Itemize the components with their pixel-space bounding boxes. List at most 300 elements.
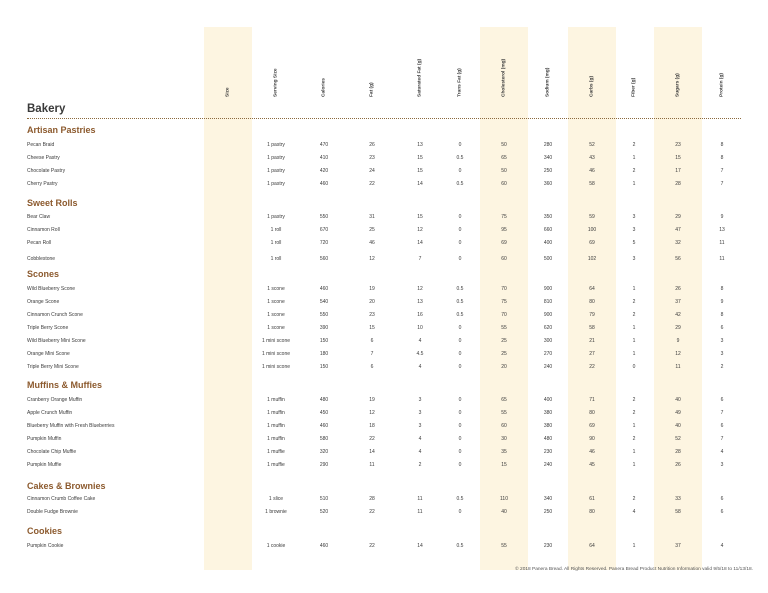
page-title: Bakery — [27, 103, 66, 115]
column-header-label: Sodium (mg) — [545, 67, 551, 97]
table-cell: 42 — [675, 312, 681, 318]
table-cell: 480 — [543, 436, 553, 442]
table-cell: 4 — [418, 364, 422, 370]
table-cell: 20 — [369, 299, 375, 305]
table-cell: 50 — [501, 168, 507, 174]
table-cell: 25 — [501, 338, 507, 344]
table-row — [0, 495, 768, 504]
table-cell: 0 — [458, 142, 462, 148]
table-row — [0, 448, 768, 457]
table-cell: 470 — [319, 142, 329, 148]
table-cell: 65 — [501, 397, 507, 403]
table-row — [0, 363, 768, 372]
item-name: Cherry Pastry — [27, 181, 58, 187]
table-cell: 7 — [370, 351, 374, 357]
table-cell: 46 — [589, 449, 595, 455]
table-cell: 43 — [589, 155, 595, 161]
table-cell: 0 — [458, 397, 462, 403]
table-cell: 4 — [418, 449, 422, 455]
table-cell: 340 — [543, 496, 553, 502]
table-cell: 19 — [369, 397, 375, 403]
table-cell: 45 — [589, 462, 595, 468]
table-cell: 7 — [720, 410, 724, 416]
table-row — [0, 226, 768, 235]
table-row — [0, 180, 768, 189]
item-name: Wild Blueberry Mini Scone — [27, 338, 86, 344]
table-cell: 26 — [369, 142, 375, 148]
table-cell: 320 — [319, 449, 329, 455]
table-cell: 0 — [458, 364, 462, 370]
table-cell: 540 — [319, 299, 329, 305]
table-row — [0, 396, 768, 405]
item-name: Pumpkin Cookie — [27, 543, 64, 549]
table-cell: 69 — [589, 423, 595, 429]
table-cell: 33 — [675, 496, 681, 502]
table-cell: 59 — [589, 214, 595, 220]
table-cell: 0 — [458, 436, 462, 442]
table-cell: 4 — [720, 449, 724, 455]
item-name: Pumpkin Muffin — [27, 436, 62, 442]
table-cell: 37 — [675, 299, 681, 305]
table-cell: 60 — [501, 181, 507, 187]
table-cell: 28 — [675, 181, 681, 187]
table-cell: 1 mini scone — [261, 338, 291, 344]
table-cell: 8 — [720, 286, 724, 292]
item-name: Apple Crunch Muffin — [27, 410, 73, 416]
table-cell: 0 — [458, 449, 462, 455]
title-divider — [27, 118, 741, 119]
section-title: Cakes & Brownies — [27, 481, 106, 491]
table-cell: 2 — [632, 142, 636, 148]
table-cell: 1 — [632, 325, 636, 331]
table-cell: 1 — [632, 543, 636, 549]
table-cell: 65 — [501, 155, 507, 161]
table-cell: 32 — [675, 240, 681, 246]
table-cell: 17 — [675, 168, 681, 174]
table-cell: 290 — [319, 462, 329, 468]
item-name: Triple Berry Scone — [27, 325, 69, 331]
table-cell: 150 — [319, 364, 329, 370]
table-cell: 450 — [319, 410, 329, 416]
table-cell: 12 — [417, 227, 423, 233]
table-cell: 11 — [369, 462, 375, 468]
table-cell: 390 — [319, 325, 329, 331]
table-cell: 900 — [543, 286, 553, 292]
table-cell: 14 — [369, 449, 375, 455]
table-row — [0, 461, 768, 470]
table-cell: 22 — [369, 436, 375, 442]
table-cell: 13 — [719, 227, 725, 233]
table-cell: 52 — [589, 142, 595, 148]
section-title: Cookies — [27, 526, 63, 536]
table-cell: 810 — [543, 299, 553, 305]
table-cell: 0.5 — [456, 286, 464, 292]
table-cell: 1 brownie — [265, 509, 287, 515]
table-cell: 400 — [543, 397, 553, 403]
table-row — [0, 154, 768, 163]
table-cell: 58 — [589, 325, 595, 331]
table-cell: 0 — [458, 214, 462, 220]
table-cell: 21 — [589, 338, 595, 344]
table-cell: 8 — [720, 312, 724, 318]
table-cell: 100 — [587, 227, 597, 233]
table-cell: 1 muffin — [267, 410, 285, 416]
table-cell: 24 — [369, 168, 375, 174]
table-cell: 1 scone — [267, 299, 285, 305]
table-cell: 4.5 — [416, 351, 424, 357]
table-cell: 1 pastry — [267, 168, 285, 174]
table-cell: 2 — [632, 299, 636, 305]
table-cell: 15 — [417, 155, 423, 161]
table-cell: 27 — [589, 351, 595, 357]
table-cell: 22 — [369, 509, 375, 515]
table-cell: 280 — [543, 142, 553, 148]
item-name: Cinnamon Crumb Coffee Cake — [27, 496, 96, 502]
table-cell: 50 — [501, 142, 507, 148]
table-cell: 70 — [501, 286, 507, 292]
table-cell: 79 — [589, 312, 595, 318]
table-cell: 25 — [369, 227, 375, 233]
table-row — [0, 213, 768, 222]
item-name: Orange Mini Scone — [27, 351, 70, 357]
column-header-label: Carbs (g) — [589, 75, 595, 97]
table-cell: 69 — [589, 240, 595, 246]
table-cell: 80 — [589, 299, 595, 305]
table-cell: 1 muffin — [267, 423, 285, 429]
table-cell: 61 — [589, 496, 595, 502]
table-cell: 13 — [417, 299, 423, 305]
table-cell: 1 muffie — [267, 449, 285, 455]
table-cell: 560 — [319, 256, 329, 262]
table-cell: 1 muffie — [267, 462, 285, 468]
table-cell: 102 — [587, 256, 597, 262]
table-cell: 19 — [369, 286, 375, 292]
table-cell: 5 — [632, 240, 636, 246]
table-cell: 23 — [369, 312, 375, 318]
table-cell: 3 — [418, 423, 422, 429]
table-cell: 69 — [501, 240, 507, 246]
table-cell: 250 — [543, 168, 553, 174]
table-cell: 0 — [458, 240, 462, 246]
table-cell: 0 — [458, 325, 462, 331]
table-cell: 460 — [319, 423, 329, 429]
column-header — [436, 16, 484, 102]
table-cell: 52 — [675, 436, 681, 442]
table-cell: 8 — [720, 142, 724, 148]
column-header-label: Fat (g) — [369, 82, 375, 97]
table-cell: 25 — [501, 351, 507, 357]
table-row — [0, 311, 768, 320]
table-cell: 2 — [632, 168, 636, 174]
table-cell: 11 — [675, 364, 681, 370]
table-cell: 75 — [501, 214, 507, 220]
column-header-label: Calories — [321, 78, 327, 97]
table-cell: 10 — [417, 325, 423, 331]
table-cell: 80 — [589, 509, 595, 515]
table-cell: 900 — [543, 312, 553, 318]
table-cell: 400 — [543, 240, 553, 246]
column-header-label: Fiber (g) — [631, 77, 637, 97]
table-cell: 0 — [458, 256, 462, 262]
table-cell: 0 — [458, 351, 462, 357]
table-cell: 1 — [632, 449, 636, 455]
section-title: Muffins & Muffies — [27, 380, 102, 390]
column-header — [348, 16, 396, 102]
table-cell: 40 — [675, 423, 681, 429]
table-cell: 1 — [632, 286, 636, 292]
table-cell: 1 — [632, 423, 636, 429]
table-cell: 13 — [417, 142, 423, 148]
item-name: Cinnamon Crunch Scone — [27, 312, 83, 318]
item-name: Cobblestone — [27, 256, 56, 262]
table-cell: 410 — [319, 155, 329, 161]
table-cell: 1 — [632, 155, 636, 161]
column-header-label: Cholesterol (mg) — [501, 58, 507, 97]
table-cell: 350 — [543, 214, 553, 220]
item-name: Triple Berry Mini Scone — [27, 364, 79, 370]
table-cell: 1 scone — [267, 286, 285, 292]
table-cell: 12 — [417, 286, 423, 292]
column-header — [568, 16, 616, 102]
table-cell: 12 — [369, 410, 375, 416]
item-name: Double Fudge Brownie — [27, 509, 78, 515]
column-header-label: Sugars (g) — [675, 73, 681, 97]
table-cell: 15 — [501, 462, 507, 468]
section-title: Sweet Rolls — [27, 198, 78, 208]
table-cell: 480 — [319, 397, 329, 403]
table-cell: 14 — [417, 543, 423, 549]
table-cell: 1 muffin — [267, 397, 285, 403]
table-cell: 4 — [632, 509, 636, 515]
copyright-footer: © 2018 Panera Bread. All Rights Reserved. Panera Bread Product Nutrition Information valid 9/5/18 to 11/13/18. — [515, 567, 753, 572]
item-name: Orange Scone — [27, 299, 60, 305]
table-cell: 4 — [418, 436, 422, 442]
table-cell: 6 — [370, 338, 374, 344]
table-cell: 15 — [675, 155, 681, 161]
table-cell: 0.5 — [456, 181, 464, 187]
column-header-label: Size — [225, 87, 231, 97]
table-cell: 110 — [500, 496, 508, 502]
table-cell: 1 roll — [270, 240, 282, 246]
table-cell: 3 — [418, 397, 422, 403]
table-cell: 20 — [501, 364, 507, 370]
table-cell: 0 — [458, 168, 462, 174]
table-cell: 1 cookie — [266, 543, 286, 549]
table-cell: 250 — [543, 509, 553, 515]
table-cell: 3 — [632, 227, 636, 233]
table-cell: 23 — [675, 142, 681, 148]
column-header-label: Serving Size — [273, 68, 279, 97]
table-cell: 460 — [319, 543, 329, 549]
table-cell: 460 — [319, 181, 329, 187]
table-cell: 95 — [501, 227, 507, 233]
table-row — [0, 141, 768, 150]
table-cell: 2 — [632, 410, 636, 416]
table-cell: 60 — [501, 256, 507, 262]
table-row — [0, 435, 768, 444]
table-cell: 2 — [632, 312, 636, 318]
table-cell: 18 — [369, 423, 375, 429]
table-cell: 22 — [369, 181, 375, 187]
item-name: Wild Blueberry Scone — [27, 286, 76, 292]
table-cell: 11 — [417, 509, 423, 515]
column-header-label: Trans Fat (g) — [457, 68, 463, 97]
table-cell: 71 — [589, 397, 595, 403]
table-cell: 240 — [543, 364, 553, 370]
table-cell: 340 — [543, 155, 553, 161]
table-cell: 0 — [458, 423, 462, 429]
table-cell: 15 — [369, 325, 375, 331]
table-cell: 520 — [319, 509, 329, 515]
table-cell: 380 — [543, 423, 553, 429]
table-cell: 1 pastry — [267, 155, 285, 161]
table-row — [0, 409, 768, 418]
table-cell: 6 — [720, 509, 724, 515]
table-cell: 6 — [370, 364, 374, 370]
table-row — [0, 285, 768, 294]
table-cell: 28 — [369, 496, 375, 502]
table-cell: 550 — [319, 312, 329, 318]
table-row — [0, 167, 768, 176]
column-header-label: Saturated Fat (g) — [417, 58, 423, 97]
table-cell: 1 muffin — [267, 436, 285, 442]
table-cell: 3 — [720, 462, 724, 468]
table-cell: 6 — [720, 496, 724, 502]
column-header — [654, 16, 702, 102]
table-cell: 14 — [417, 181, 423, 187]
table-cell: 55 — [501, 543, 507, 549]
table-cell: 7 — [418, 256, 422, 262]
table-cell: 150 — [319, 338, 329, 344]
table-cell: 500 — [543, 256, 553, 262]
table-cell: 64 — [589, 543, 595, 549]
table-row — [0, 324, 768, 333]
table-cell: 11 — [719, 240, 725, 246]
column-header — [610, 16, 658, 102]
item-name: Cheese Pastry — [27, 155, 60, 161]
table-cell: 29 — [675, 325, 681, 331]
table-row — [0, 422, 768, 431]
table-cell: 14 — [417, 240, 423, 246]
table-row — [0, 255, 768, 264]
table-cell: 55 — [501, 325, 507, 331]
table-cell: 46 — [369, 240, 375, 246]
table-row — [0, 542, 768, 551]
table-cell: 1 scone — [267, 312, 285, 318]
table-cell: 7 — [720, 436, 724, 442]
table-cell: 3 — [632, 256, 636, 262]
table-cell: 1 slice — [268, 496, 284, 502]
table-cell: 670 — [319, 227, 329, 233]
table-cell: 7 — [720, 181, 724, 187]
table-cell: 7 — [720, 168, 724, 174]
table-cell: 31 — [369, 214, 375, 220]
column-header — [698, 16, 746, 102]
table-cell: 380 — [543, 410, 553, 416]
column-header — [300, 16, 348, 102]
table-cell: 0 — [632, 364, 636, 370]
table-cell: 0 — [458, 462, 462, 468]
table-cell: 49 — [675, 410, 681, 416]
table-cell: 2 — [632, 397, 636, 403]
column-header — [252, 16, 300, 102]
table-cell: 2 — [632, 496, 636, 502]
table-cell: 3 — [632, 214, 636, 220]
table-cell: 30 — [501, 436, 507, 442]
table-cell: 35 — [501, 449, 507, 455]
table-cell: 80 — [589, 410, 595, 416]
table-cell: 26 — [675, 462, 681, 468]
item-name: Chocolate Pastry — [27, 168, 66, 174]
item-name: Chocolate Chip Muffie — [27, 449, 77, 455]
column-header — [480, 16, 528, 102]
table-cell: 37 — [675, 543, 681, 549]
table-cell: 46 — [589, 168, 595, 174]
table-cell: 58 — [589, 181, 595, 187]
table-cell: 4 — [418, 338, 422, 344]
table-cell: 1 pastry — [267, 181, 285, 187]
table-cell: 6 — [720, 397, 724, 403]
table-cell: 55 — [501, 410, 507, 416]
table-cell: 510 — [319, 496, 329, 502]
table-cell: 29 — [675, 214, 681, 220]
table-cell: 2 — [418, 462, 422, 468]
table-cell: 12 — [369, 256, 375, 262]
table-cell: 11 — [417, 496, 423, 502]
table-cell: 3 — [720, 351, 724, 357]
item-name: Cinnamon Roll — [27, 227, 60, 233]
table-cell: 1 roll — [270, 227, 282, 233]
table-cell: 2 — [632, 436, 636, 442]
table-cell: 9 — [720, 214, 724, 220]
table-cell: 12 — [675, 351, 681, 357]
column-header — [204, 16, 252, 102]
table-cell: 15 — [417, 168, 423, 174]
table-cell: 360 — [543, 181, 553, 187]
table-cell: 0 — [458, 338, 462, 344]
section-title: Artisan Pastries — [27, 125, 96, 135]
table-cell: 6 — [720, 423, 724, 429]
table-cell: 1 roll — [270, 256, 282, 262]
table-row — [0, 337, 768, 346]
table-cell: 16 — [417, 312, 423, 318]
table-cell: 180 — [319, 351, 329, 357]
item-name: Blueberry Muffin with Fresh Blueberries — [27, 423, 115, 429]
table-cell: 0 — [458, 410, 462, 416]
table-cell: 40 — [675, 397, 681, 403]
table-cell: 270 — [543, 351, 553, 357]
table-cell: 0.5 — [456, 312, 464, 318]
table-cell: 60 — [501, 423, 507, 429]
table-cell: 460 — [319, 286, 329, 292]
table-cell: 40 — [501, 509, 507, 515]
table-cell: 0 — [458, 227, 462, 233]
table-cell: 15 — [417, 214, 423, 220]
table-cell: 1 pastry — [267, 142, 285, 148]
table-cell: 660 — [543, 227, 553, 233]
section-title: Scones — [27, 269, 60, 279]
table-cell: 300 — [543, 338, 553, 344]
table-cell: 9 — [676, 338, 680, 344]
table-row — [0, 298, 768, 307]
item-name: Pecan Braid — [27, 142, 55, 148]
table-cell: 4 — [720, 543, 724, 549]
table-cell: 1 mini scone — [261, 351, 291, 357]
table-cell: 0.5 — [456, 543, 464, 549]
table-cell: 8 — [720, 155, 724, 161]
table-row — [0, 239, 768, 248]
table-cell: 58 — [675, 509, 681, 515]
